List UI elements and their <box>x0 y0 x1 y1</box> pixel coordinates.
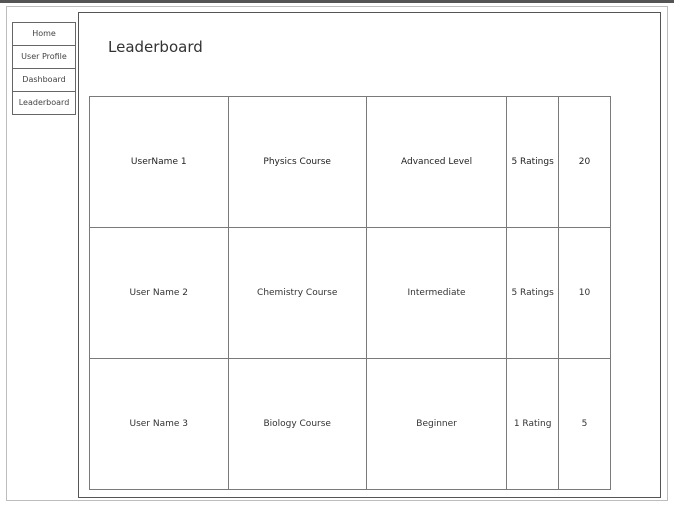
level-cell: Advanced Level <box>366 97 506 228</box>
page-title: Leaderboard <box>108 38 203 56</box>
leaderboard-table <box>89 96 611 490</box>
course-cell: Chemistry Course <box>228 228 366 359</box>
ratings-cell: 5 Ratings <box>507 97 559 228</box>
user-name-cell: UserName 1 <box>90 97 229 228</box>
sidebar-item-user-profile[interactable]: User Profile <box>13 46 75 69</box>
ratings-cell: 1 Rating <box>507 359 559 490</box>
table-row <box>90 97 611 228</box>
level-cell: Beginner <box>366 359 506 490</box>
user-name-cell: User Name 2 <box>90 228 229 359</box>
score-cell: 5 <box>559 359 611 490</box>
table-row <box>90 228 611 359</box>
course-cell: Physics Course <box>228 97 366 228</box>
sidebar-item-home[interactable]: Home <box>13 23 75 46</box>
course-cell: Biology Course <box>228 359 366 490</box>
table-row <box>90 359 611 490</box>
score-cell: 10 <box>559 228 611 359</box>
window-top-border <box>0 0 674 3</box>
user-name-cell: User Name 3 <box>90 359 229 490</box>
level-cell: Intermediate <box>366 228 506 359</box>
score-cell: 20 <box>559 97 611 228</box>
ratings-cell: 5 Ratings <box>507 228 559 359</box>
sidebar-nav <box>12 22 76 115</box>
sidebar-item-leaderboard[interactable]: Leaderboard <box>18 98 70 107</box>
sidebar-item-dashboard[interactable]: Dashboard <box>13 69 75 92</box>
